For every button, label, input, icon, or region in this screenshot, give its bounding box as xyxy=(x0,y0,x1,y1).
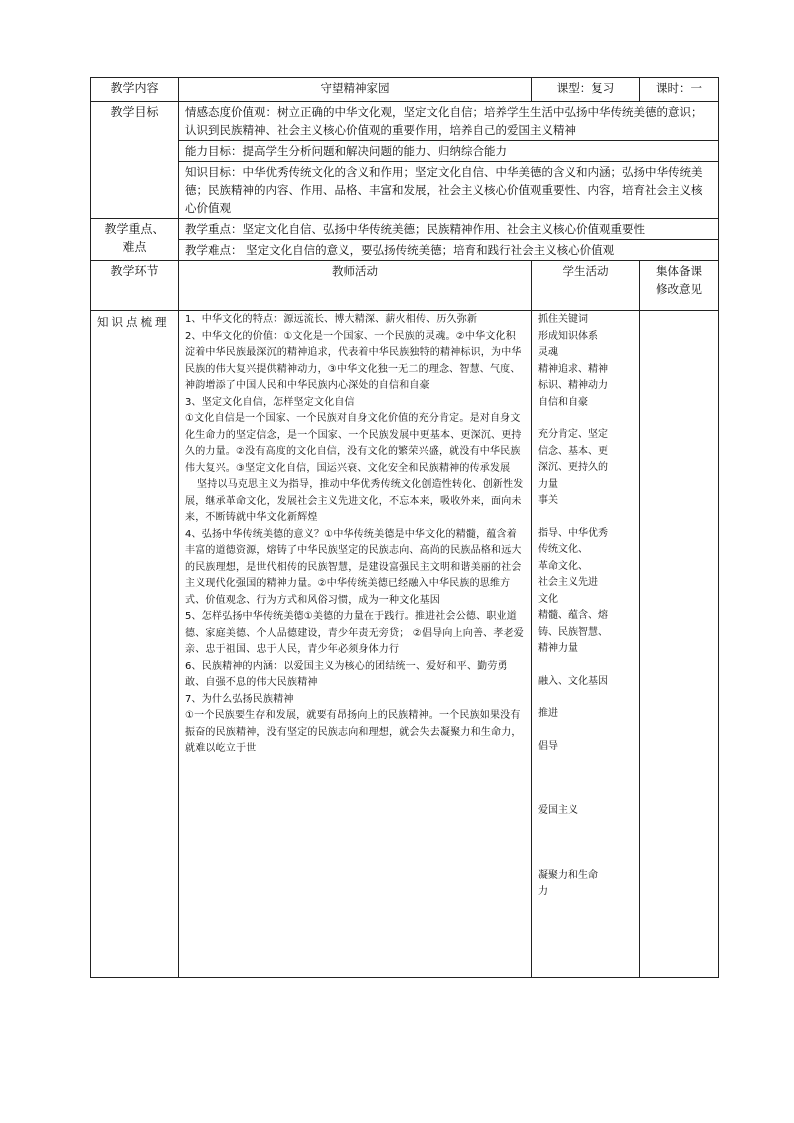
student-activity-line: 精神力量 xyxy=(538,643,578,654)
key-points-label-line2: 难点 xyxy=(122,240,147,254)
student-activity-line: 力量 xyxy=(538,478,558,490)
teacher-column-header: 教师活动 xyxy=(179,261,532,311)
student-activity-line: 革命文化、 xyxy=(538,560,588,572)
teacher-paragraph: 7、为什么弘扬民族精神 xyxy=(185,693,294,705)
teacher-paragraph: 2、中华文化的价值：①文化是一个国家、一个民族的灵魂。②中华文化积淀着中华民族最深沉的精神追求，代表着中华民族独特的精神标识，为中华民族的伟大复兴提供精神动力，③中华文化独一无二的理念、智慧、气度、神韵增添了中国人民和中华民族内心深处的自信和自豪 xyxy=(185,330,522,391)
teacher-paragraph: 6、民族精神的内涵：以爱国主义为核心的团结统一、爱好和平、勤劳勇敢、自强不息的伟大民族精神 xyxy=(185,660,508,688)
goal-emotion: 情感态度价值观：树立正确的中华文化观，坚定文化自信；培养学生生活中弘扬中华传统美德的意识；认识到民族精神、社会主义核心价值观的重要作用，培养自己的爱国主义精神 xyxy=(179,102,719,141)
student-activity-line: 事关 xyxy=(538,495,558,506)
stage-name xyxy=(91,311,179,978)
goals-label: 教学目标 xyxy=(91,102,179,219)
goal-row-ability xyxy=(91,141,719,162)
student-activity-line xyxy=(538,820,633,836)
student-activity-line: 自信和自豪 xyxy=(538,396,588,408)
student-activity-line: 形成知识体系 xyxy=(538,330,598,342)
lesson-topic: 守望精神家园 xyxy=(179,78,532,102)
student-activity-line xyxy=(538,836,633,852)
teacher-paragraph: ①文化自信是一个国家、一个民族对自身文化价值的充分肯定。是对自身文化生命力的坚定信念，是一个国家、一个民族发展中更基本、更深沉、更持久的力量。②没有高度的文化自信，没有文化的繁荣兴盛，就没有中华民族伟大复兴。③坚定文化自信，国运兴衰、文化安全和民族精神的传承发展 xyxy=(185,413,522,474)
key-row xyxy=(91,219,719,240)
content-row xyxy=(91,311,719,978)
student-activity-line: 抓住关键词 xyxy=(538,314,588,325)
student-activity-line: 爱国主义 xyxy=(538,805,578,816)
goal-knowledge: 知识目标：中华优秀传统文化的含义和作用；坚定文化自信、中华美德的含义和内涵；弘扬中华传统美德；民族精神的内容、作用、品格、丰富和发展，社会主义核心价值观重要性、内容，培育社会主义核心价值观 xyxy=(179,162,719,219)
student-activity-line xyxy=(538,510,633,526)
header-row xyxy=(91,78,719,102)
key-points-label xyxy=(91,219,179,261)
student-activity-line: 指导、中华优秀 xyxy=(538,527,608,539)
student-activity-line xyxy=(538,771,633,787)
difficult-row xyxy=(91,240,719,261)
teacher-paragraph: ①一个民族要生存和发展，就要有昂扬向上的民族精神。一个民族如果没有振奋的民族精神，没有坚定的民族志向和理想，就会失去凝聚力和生命力，就难以屹立于世 xyxy=(185,710,522,754)
student-activity-line xyxy=(538,755,633,771)
student-activity-line: 倡导 xyxy=(538,740,558,752)
student-activity-line: 力 xyxy=(538,886,548,897)
student-activity-line: 文化 xyxy=(538,593,558,605)
difficult-point-text: 教学难点： 坚定文化自信的意义，要弘扬传统美德；培育和践行社会主义核心价值观 xyxy=(179,240,719,261)
lesson-hours: 课时：一 xyxy=(640,78,719,102)
student-activity-line: 灵魂 xyxy=(538,347,558,358)
content-label: 教学内容 xyxy=(91,78,179,102)
student-activity-line xyxy=(538,723,633,739)
teacher-paragraph: 5、怎样弘扬中华传统美德①美德的力量在于践行。推进社会公德、职业道德、家庭美德、个人品德建设，青少年责无旁贷； ②倡导向上向善、孝老爱亲、忠于祖国、忠于人民，青少年必须身体力行 xyxy=(185,611,524,655)
lesson-type: 课型：复习 xyxy=(532,78,640,102)
student-activity-line: 传统文化、 xyxy=(538,544,588,555)
teacher-paragraph: 4、弘扬中华传统美德的意义？①中华传统美德是中华文化的精髓，蕴含着丰富的道德资源，熔铸了中华民族坚定的民族志向、高尚的民族品格和远大的民族理想，是世代相传的民族智慧，是建设富强民主文明和谐美丽的社会主义现代化强国的精神力量。②中华传统美德已经融入中华民族的思维方式、价值观念、行为方式和风俗习惯，成为一种文化基因 xyxy=(185,528,522,606)
teacher-paragraph: 坚持以马克思主义为指导，推动中华优秀传统文化创造性转化、创新性发展，继承革命文化，发展社会主义先进文化，不忘本来，吸收外来，面向未来，不断铸就中华文化新辉煌 xyxy=(185,479,524,523)
student-activity-line: 凝聚力和生命 xyxy=(538,869,598,881)
teacher-paragraph: 3、坚定文化自信，怎样坚定文化自信 xyxy=(185,396,355,408)
student-activity-line: 充分肯定、坚定 xyxy=(538,429,608,440)
teacher-paragraph: 1、中华文化的特点：源远流长、博大精深、薪火相传、历久弥新 xyxy=(185,314,478,325)
student-activity-list xyxy=(538,312,633,901)
student-activity-line: 推进 xyxy=(538,708,558,719)
student-activity-line xyxy=(538,787,633,803)
student-activity-line xyxy=(538,852,633,868)
teacher-activity xyxy=(179,311,532,978)
student-column-header: 学生活动 xyxy=(532,261,640,311)
goal-ability: 能力目标：提高学生分析问题和解决问题的能力、归纳综合能力 xyxy=(179,141,719,162)
student-activity-line xyxy=(538,658,633,674)
notes-cell xyxy=(640,311,719,978)
student-activity-line: 融入、文化基因 xyxy=(538,675,608,687)
stage-column-header: 教学环节 xyxy=(91,261,179,311)
notes-header-line2: 修改意见 xyxy=(656,282,702,296)
student-activity-line: 深沉、更持久的 xyxy=(538,462,608,473)
student-activity-line xyxy=(538,411,633,427)
key-points-label-line1: 教学重点、 xyxy=(104,222,165,236)
stage-name-text: 知识点梳理 xyxy=(97,315,170,329)
lesson-plan-table xyxy=(90,77,719,978)
key-point-text: 教学重点：坚定文化自信、弘扬中华传统美德；民族精神作用、社会主义核心价值观重要性 xyxy=(179,219,719,240)
notes-header-line1: 集体备课 xyxy=(656,264,702,278)
column-header-row xyxy=(91,261,719,311)
student-activity-line: 精髓、蕴含、熔 xyxy=(538,610,608,621)
goal-row-knowledge xyxy=(91,162,719,219)
student-activity-line: 铸、民族智慧、 xyxy=(538,626,608,638)
student-activity-line xyxy=(538,690,633,706)
student-activity-line: 精神追求、精神 xyxy=(538,363,608,375)
goal-row-emotion xyxy=(91,102,719,141)
student-activity xyxy=(532,311,640,978)
student-activity-line: 社会主义先进 xyxy=(538,577,598,588)
student-activity-line: 标识、精神动力 xyxy=(538,380,608,391)
notes-column-header xyxy=(640,261,719,311)
lesson-plan-page xyxy=(90,77,718,978)
student-activity-line: 信念、基本、更 xyxy=(538,445,608,457)
